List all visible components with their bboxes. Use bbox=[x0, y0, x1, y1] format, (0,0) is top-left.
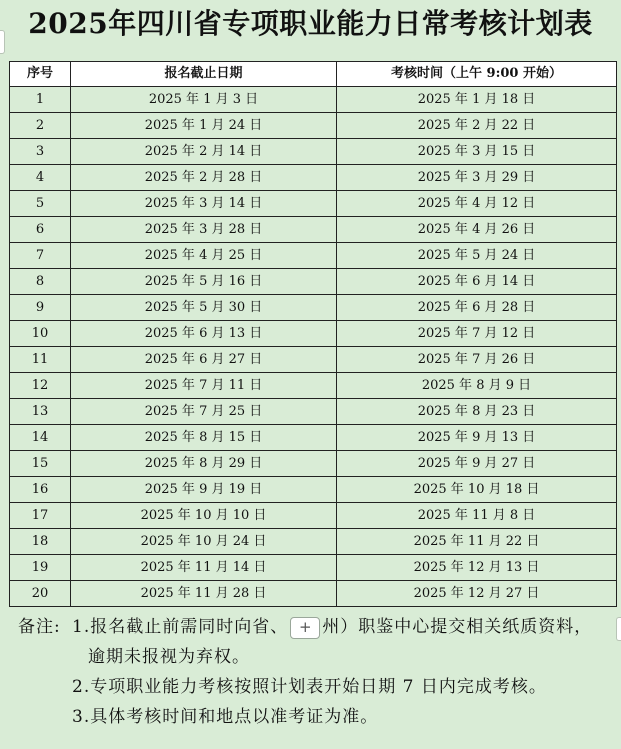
cell-deadline: 2025 年 11 月 28 日 bbox=[71, 581, 337, 607]
cell-index: 7 bbox=[10, 243, 71, 269]
note-line-1 bbox=[18, 612, 618, 642]
cell-index: 14 bbox=[10, 425, 71, 451]
cell-exam-date: 2025 年 4 月 26 日 bbox=[337, 217, 617, 243]
cell-exam-date: 2025 年 4 月 12 日 bbox=[337, 191, 617, 217]
cell-index: 20 bbox=[10, 581, 71, 607]
cell-index: 19 bbox=[10, 555, 71, 581]
cell-exam-date: 2025 年 1 月 18 日 bbox=[337, 87, 617, 113]
table-row bbox=[10, 321, 617, 347]
table-row bbox=[10, 425, 617, 451]
cell-deadline: 2025 年 7 月 25 日 bbox=[71, 399, 337, 425]
note-2-text: 2.专项职业能力考核按照计划表开始日期 7 日内完成考核。 bbox=[72, 677, 547, 697]
table-row bbox=[10, 295, 617, 321]
note-line-3 bbox=[18, 702, 618, 732]
cell-index: 6 bbox=[10, 217, 71, 243]
table-row bbox=[10, 555, 617, 581]
note-1-continuation: 逾期未报视为弃权。 bbox=[88, 647, 250, 667]
cell-exam-date: 2025 年 8 月 23 日 bbox=[337, 399, 617, 425]
cell-exam-date: 2025 年 6 月 14 日 bbox=[337, 269, 617, 295]
notes-label: 备注: bbox=[18, 617, 61, 637]
notes-section bbox=[18, 612, 618, 732]
cell-deadline: 2025 年 10 月 24 日 bbox=[71, 529, 337, 555]
cell-index: 2 bbox=[10, 113, 71, 139]
note-1-text-after: 州）职鉴中心提交相关纸质资料， bbox=[322, 617, 593, 637]
cell-exam-date: 2025 年 9 月 27 日 bbox=[337, 451, 617, 477]
cell-deadline: 2025 年 2 月 28 日 bbox=[71, 165, 337, 191]
cell-exam-date: 2025 年 3 月 29 日 bbox=[337, 165, 617, 191]
cell-deadline: 2025 年 6 月 27 日 bbox=[71, 347, 337, 373]
cell-deadline: 2025 年 9 月 19 日 bbox=[71, 477, 337, 503]
cell-exam-date: 2025 年 12 月 13 日 bbox=[337, 555, 617, 581]
table-row bbox=[10, 191, 617, 217]
table-row bbox=[10, 165, 617, 191]
cell-deadline: 2025 年 1 月 3 日 bbox=[71, 87, 337, 113]
cell-deadline: 2025 年 5 月 30 日 bbox=[71, 295, 337, 321]
cell-deadline: 2025 年 2 月 14 日 bbox=[71, 139, 337, 165]
cell-index: 15 bbox=[10, 451, 71, 477]
table-row bbox=[10, 451, 617, 477]
schedule-table bbox=[9, 61, 617, 607]
cell-deadline: 2025 年 8 月 15 日 bbox=[71, 425, 337, 451]
cell-exam-date: 2025 年 2 月 22 日 bbox=[337, 113, 617, 139]
table-row bbox=[10, 347, 617, 373]
cell-index: 4 bbox=[10, 165, 71, 191]
cell-exam-date: 2025 年 8 月 9 日 bbox=[337, 373, 617, 399]
cell-exam-date: 2025 年 5 月 24 日 bbox=[337, 243, 617, 269]
note-line-2 bbox=[18, 672, 618, 702]
cell-exam-date: 2025 年 7 月 12 日 bbox=[337, 321, 617, 347]
cell-deadline: 2025 年 6 月 13 日 bbox=[71, 321, 337, 347]
cell-index: 10 bbox=[10, 321, 71, 347]
table-row bbox=[10, 217, 617, 243]
cell-exam-date: 2025 年 11 月 22 日 bbox=[337, 529, 617, 555]
table-header-row bbox=[10, 62, 617, 87]
table-row bbox=[10, 477, 617, 503]
note-line-1-continued bbox=[18, 642, 618, 672]
side-scroll-handle[interactable] bbox=[616, 617, 621, 641]
table-row bbox=[10, 243, 617, 269]
cell-deadline: 2025 年 8 月 29 日 bbox=[71, 451, 337, 477]
cell-index: 18 bbox=[10, 529, 71, 555]
header-exam-time: 考核时间（上午 9:00 开始） bbox=[337, 62, 617, 87]
cell-deadline: 2025 年 11 月 14 日 bbox=[71, 555, 337, 581]
cell-index: 5 bbox=[10, 191, 71, 217]
table-row bbox=[10, 529, 617, 555]
note-1-text-before: 1.报名截止前需同时向省、 bbox=[72, 617, 289, 637]
table-row bbox=[10, 113, 617, 139]
cell-deadline: 2025 年 3 月 28 日 bbox=[71, 217, 337, 243]
cell-index: 3 bbox=[10, 139, 71, 165]
table-row bbox=[10, 139, 617, 165]
cell-exam-date: 2025 年 3 月 15 日 bbox=[337, 139, 617, 165]
table-row bbox=[10, 373, 617, 399]
cell-index: 12 bbox=[10, 373, 71, 399]
cell-exam-date: 2025 年 12 月 27 日 bbox=[337, 581, 617, 607]
note-3-text: 3.具体考核时间和地点以准考证为准。 bbox=[72, 707, 379, 727]
table-row bbox=[10, 503, 617, 529]
table-row bbox=[10, 87, 617, 113]
plus-button[interactable]: + bbox=[290, 617, 320, 639]
cell-index: 13 bbox=[10, 399, 71, 425]
cell-index: 9 bbox=[10, 295, 71, 321]
header-deadline: 报名截止日期 bbox=[71, 62, 337, 87]
cell-deadline: 2025 年 5 月 16 日 bbox=[71, 269, 337, 295]
cell-deadline: 2025 年 10 月 10 日 bbox=[71, 503, 337, 529]
cell-exam-date: 2025 年 11 月 8 日 bbox=[337, 503, 617, 529]
cell-index: 11 bbox=[10, 347, 71, 373]
cell-index: 17 bbox=[10, 503, 71, 529]
table-row bbox=[10, 269, 617, 295]
header-index: 序号 bbox=[10, 62, 71, 87]
cell-exam-date: 2025 年 10 月 18 日 bbox=[337, 477, 617, 503]
cell-exam-date: 2025 年 7 月 26 日 bbox=[337, 347, 617, 373]
cell-deadline: 2025 年 4 月 25 日 bbox=[71, 243, 337, 269]
table-body bbox=[10, 87, 617, 607]
table-row bbox=[10, 399, 617, 425]
cell-index: 1 bbox=[10, 87, 71, 113]
cell-index: 8 bbox=[10, 269, 71, 295]
cell-deadline: 2025 年 1 月 24 日 bbox=[71, 113, 337, 139]
cell-deadline: 2025 年 7 月 11 日 bbox=[71, 373, 337, 399]
cell-index: 16 bbox=[10, 477, 71, 503]
cell-deadline: 2025 年 3 月 14 日 bbox=[71, 191, 337, 217]
page-title: 2025年四川省专项职业能力日常考核计划表 bbox=[28, 7, 593, 40]
cell-exam-date: 2025 年 6 月 28 日 bbox=[337, 295, 617, 321]
table-row bbox=[10, 581, 617, 607]
cell-exam-date: 2025 年 9 月 13 日 bbox=[337, 425, 617, 451]
